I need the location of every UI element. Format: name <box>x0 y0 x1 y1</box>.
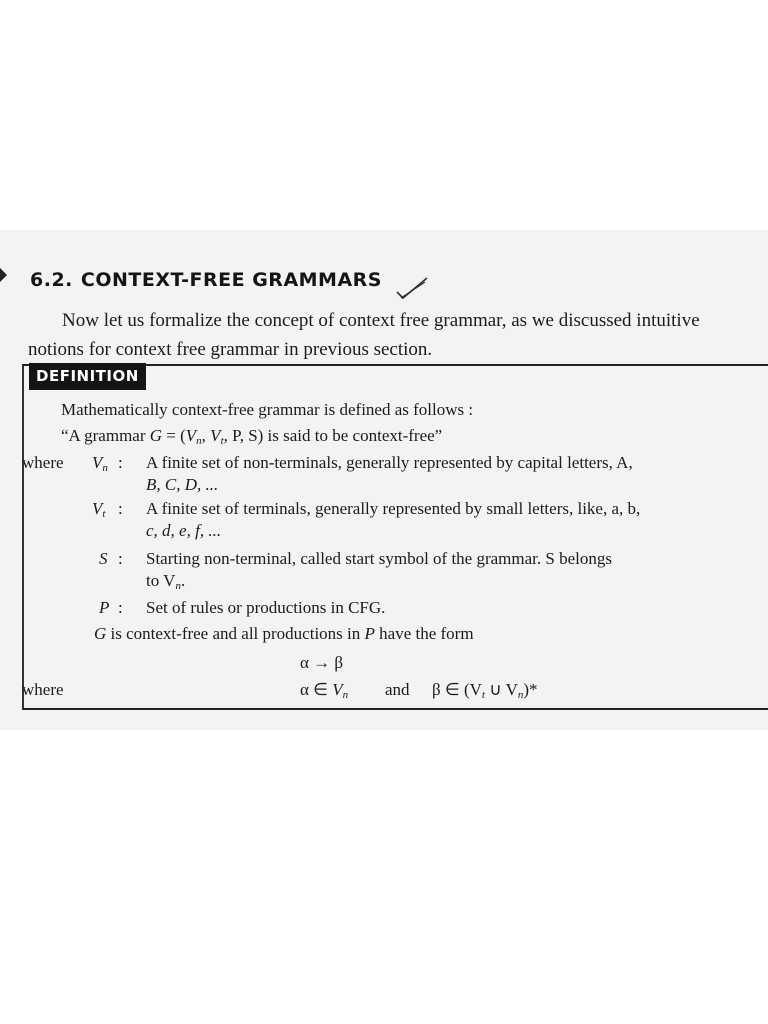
item-p-symbol: P <box>99 598 110 617</box>
condition-line: G is context-free and all productions in P have the form <box>94 624 474 643</box>
vn-symbol: $V_n$ <box>185 426 202 447</box>
item-vn-line-1: A finite set of non-terminals, generally represented by capital letters, A, <box>146 453 633 472</box>
section-heading <box>30 269 382 291</box>
vt-symbol: $V_t$ <box>210 426 224 447</box>
item-s-symbol: S <box>99 549 108 568</box>
alpha-membership: α ∈ $V_n$ <box>300 680 349 701</box>
intro-line-2: notions for context free grammar in previous section. <box>28 339 433 360</box>
item-vt-line-2: c, d, e, f, ... <box>146 521 222 540</box>
item-vt-symbol: $V_t$ <box>92 499 106 520</box>
grammar-suffix: , P, S) is said to be context-free” <box>223 426 443 445</box>
item-p-colon: : <box>118 598 123 617</box>
beta-membership: β ∈ ($V_t$ ∪ $V_n)*$ <box>432 680 538 701</box>
intro-paragraph <box>28 306 768 364</box>
item-s-colon: : <box>118 549 123 568</box>
grammar-symbol: G <box>149 426 163 445</box>
item-p-line-1: Set of rules or productions in CFG. <box>146 598 386 617</box>
grammar-prefix: “A grammar <box>61 426 150 445</box>
where-label-2: where <box>22 680 64 699</box>
and-word: and <box>385 680 410 699</box>
definition-line-2: “A grammar $G = (V_n$, $V_t$, P, S) is said to be context-free” <box>61 426 443 447</box>
intro-line-1: Now let us formalize the concept of context free grammar, as we discussed intuitive <box>62 310 700 331</box>
item-vt-colon: : <box>118 499 123 518</box>
section-number: 6.2. <box>30 269 73 291</box>
item-s-line-1: Starting non-terminal, called start symbol of the grammar. S belongs <box>146 549 612 568</box>
item-vn-line-2: B, C, D, ... <box>146 475 219 494</box>
where-label: where <box>22 453 64 472</box>
section-title: CONTEXT-FREE GRAMMARS <box>80 269 382 291</box>
definition-label: DEFINITION <box>29 363 146 390</box>
pen-tick-mark <box>395 276 429 304</box>
item-vt-line-1: A finite set of terminals, generally represented by small letters, like, a, b, <box>146 499 641 518</box>
item-vn-colon: : <box>118 453 123 472</box>
definition-line-1: Mathematically context-free grammar is defined as follows : <box>61 400 474 419</box>
production-rule: α → β <box>300 653 344 672</box>
item-vn-symbol: $V_n$ <box>92 453 108 474</box>
item-s-line-2: to $V_n$. <box>146 571 186 592</box>
